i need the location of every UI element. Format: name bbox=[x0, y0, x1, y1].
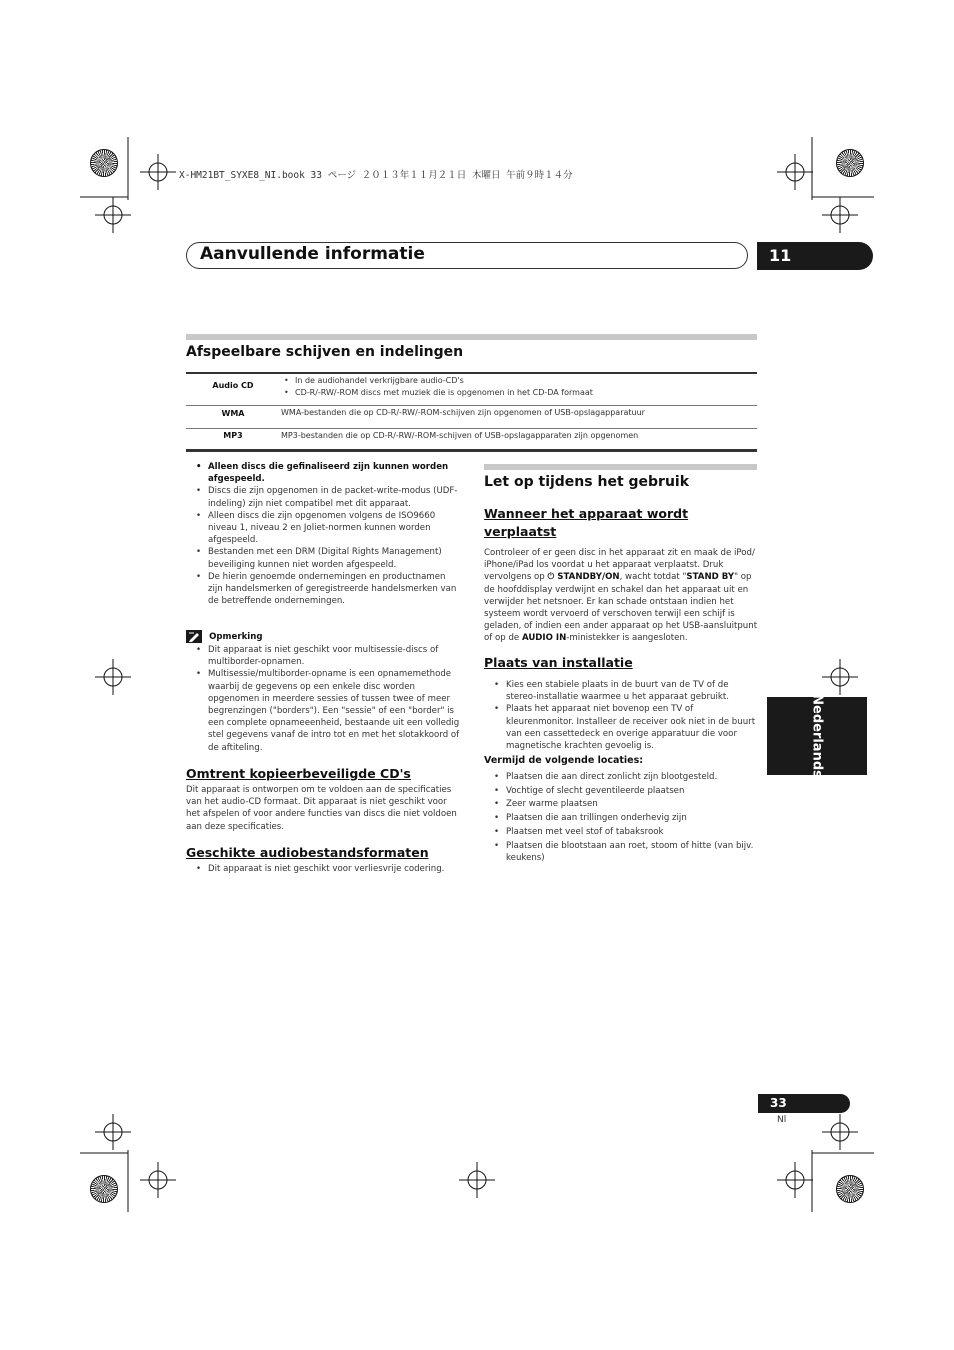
page-language-code: Nl bbox=[777, 1115, 787, 1125]
audio-formats-heading: Geschikte audiobestandsformaten bbox=[186, 845, 429, 860]
file-header: X-HM21BT_SYXE8_NI.book 33 ページ ２０１３年１１月２１日 木曜日 午前９時１４分 bbox=[179, 170, 573, 181]
section-title-usage: Let op tijdens het gebruik bbox=[484, 474, 690, 490]
list-item: • Dit apparaat is niet geschikt voor verliesvrije codering. bbox=[186, 863, 462, 875]
page-number: 33 bbox=[770, 1096, 787, 1110]
table-value: WMA-bestanden die op CD-R/-RW/-ROM-schijven zijn opgenomen of USB-opslagapparatuur bbox=[281, 408, 645, 417]
chapter-title: Aanvullende informatie bbox=[200, 244, 425, 264]
language-tab-label: Nederlands bbox=[809, 694, 825, 778]
stand-by-label: STAND BY bbox=[686, 572, 735, 583]
avoid-locations-list bbox=[484, 771, 758, 864]
list-item: • CD-R/-RW/-ROM discs met muziek die is opgenomen in het CD-DA formaat bbox=[281, 387, 593, 399]
copy-protection-text: Dit apparaat is ontworpen om te voldoen aan de specificaties van het audio-CD formaat. Dit apparaat is niet geschikt voor het afspelen of voor andere functies van discs die niet voldoen aan deze specificaties. bbox=[186, 785, 457, 832]
audio-formats-list bbox=[186, 863, 462, 875]
chapter-number: 11 bbox=[769, 246, 792, 265]
power-icon: ⏻ bbox=[547, 572, 558, 583]
note-title: Opmerking bbox=[209, 631, 263, 642]
move-text-part: Controleer of er geen disc in het apparaat zit en maak de iPod/ iPhone/iPad los voordat u het apparaat verplaatst. Druk vervolgens op bbox=[484, 548, 755, 583]
list-item: • Zeer warme plaatsen bbox=[484, 798, 758, 810]
standby-on-label: STANDBY/ON bbox=[557, 572, 620, 583]
move-heading-line2: verplaatst bbox=[484, 524, 557, 539]
table-label: WMA bbox=[221, 409, 245, 418]
table-label: MP3 bbox=[223, 431, 243, 440]
list-item: • Plaatsen die aan trillingen onderhevig zijn bbox=[484, 812, 758, 824]
note-list bbox=[186, 644, 462, 754]
list-item: • De hierin genoemde ondernemingen en productnamen zijn handelsmerken of geregistreerde handelsmerken van de betreffende ondernemingen. bbox=[186, 571, 462, 608]
language-side-tab bbox=[767, 694, 867, 778]
move-text-part: " op de hoofddisplay verdwijnt en schakel dan het apparaat uit en verwijder het netsnoer. Er kan schade ontstaan indien het systeem wordt vervoerd of verschoven terwijl een schijf is geladen, of indien een ander apparaat op het USB-aansluitpunt of op de bbox=[484, 572, 758, 644]
copy-protection-heading: Omtrent kopieerbeveiligde CD's bbox=[186, 766, 411, 781]
table-row bbox=[186, 374, 757, 406]
move-heading bbox=[484, 505, 757, 541]
installation-list bbox=[484, 679, 758, 752]
list-item: • Kies een stabiele plaats in de buurt van de TV of de stereo-installatie waarmee u het apparaat gebruikt. bbox=[484, 679, 758, 703]
list-item: • Multisessie/multiborder-opname is een opnamemethode waarbij de gegevens op een enkele disc worden opgenomen in meerdere sessies of tussen twee of meer begrenzingen ("borders"). Een "sessie" of een "border" is een complete opnameeenheid, bestaande uit een volledig stel gegevens vanaf de intro tot en met het slotakkoord of de aftiteling. bbox=[186, 668, 462, 753]
disc-notes-list bbox=[186, 461, 462, 607]
page-number-tab bbox=[758, 1094, 850, 1113]
list-item: • Alleen discs die zijn opgenomen volgens de ISO9660 niveau 1, niveau 2 en Joliet-normen kunnen worden afgespeeld. bbox=[186, 510, 462, 547]
list-item: • Plaats het apparaat niet bovenop een TV of kleurenmonitor. Installeer de receiver ook niet in de buurt van een cassettedeck en overige apparatuur die voor magnetische krachten gevoelig is. bbox=[484, 703, 758, 752]
chapter-number-tab bbox=[757, 242, 873, 270]
table-label: Audio CD bbox=[212, 381, 254, 390]
list-item: • Alleen discs die gefinaliseerd zijn kunnen worden afgespeeld. bbox=[186, 461, 462, 485]
table-row bbox=[186, 406, 757, 429]
list-item: • Vochtige of slecht geventileerde plaatsen bbox=[484, 785, 758, 797]
note-heading bbox=[186, 626, 263, 640]
note-icon bbox=[186, 630, 202, 643]
section-divider bbox=[484, 464, 757, 470]
list-item: • Bestanden met een DRM (Digital Rights Management) beveiliging kunnen niet worden afgespeeld. bbox=[186, 546, 462, 570]
list-item: • Discs die zijn opgenomen in de packet-write-modus (UDF-indeling) zijn niet compatibel met dit apparaat. bbox=[186, 485, 462, 509]
table-value: MP3-bestanden die op CD-R/-RW/-ROM-schijven of USB-opslagapparaten zijn opgenomen bbox=[281, 431, 639, 440]
list-item: • Plaatsen die blootstaan aan roet, stoom of hitte (van bijv. keukens) bbox=[484, 840, 758, 864]
table-bottom-rule bbox=[186, 449, 757, 452]
audio-in-label: AUDIO IN bbox=[521, 633, 567, 644]
table-value bbox=[281, 375, 593, 399]
move-text-part: -ministekker is aangesloten. bbox=[566, 633, 688, 644]
move-text-part: , wacht totdat " bbox=[619, 572, 687, 583]
table-row bbox=[186, 429, 757, 449]
section-title-playable-discs: Afspeelbare schijven en indelingen bbox=[186, 344, 464, 360]
avoid-locations-heading: Vermijd de volgende locaties: bbox=[484, 755, 644, 766]
list-item: • Plaatsen met veel stof of tabaksrook bbox=[484, 826, 758, 838]
list-item: • Dit apparaat is niet geschikt voor multisessie-discs of multiborder-opnamen. bbox=[186, 644, 462, 668]
section-divider bbox=[186, 334, 757, 340]
move-text bbox=[484, 547, 758, 645]
installation-heading: Plaats van installatie bbox=[484, 655, 633, 670]
list-item: • Plaatsen die aan direct zonlicht zijn blootgesteld. bbox=[484, 771, 758, 783]
move-heading-line1: Wanneer het apparaat wordt bbox=[484, 506, 689, 521]
list-item: • In de audiohandel verkrijgbare audio-CD's bbox=[281, 375, 593, 387]
